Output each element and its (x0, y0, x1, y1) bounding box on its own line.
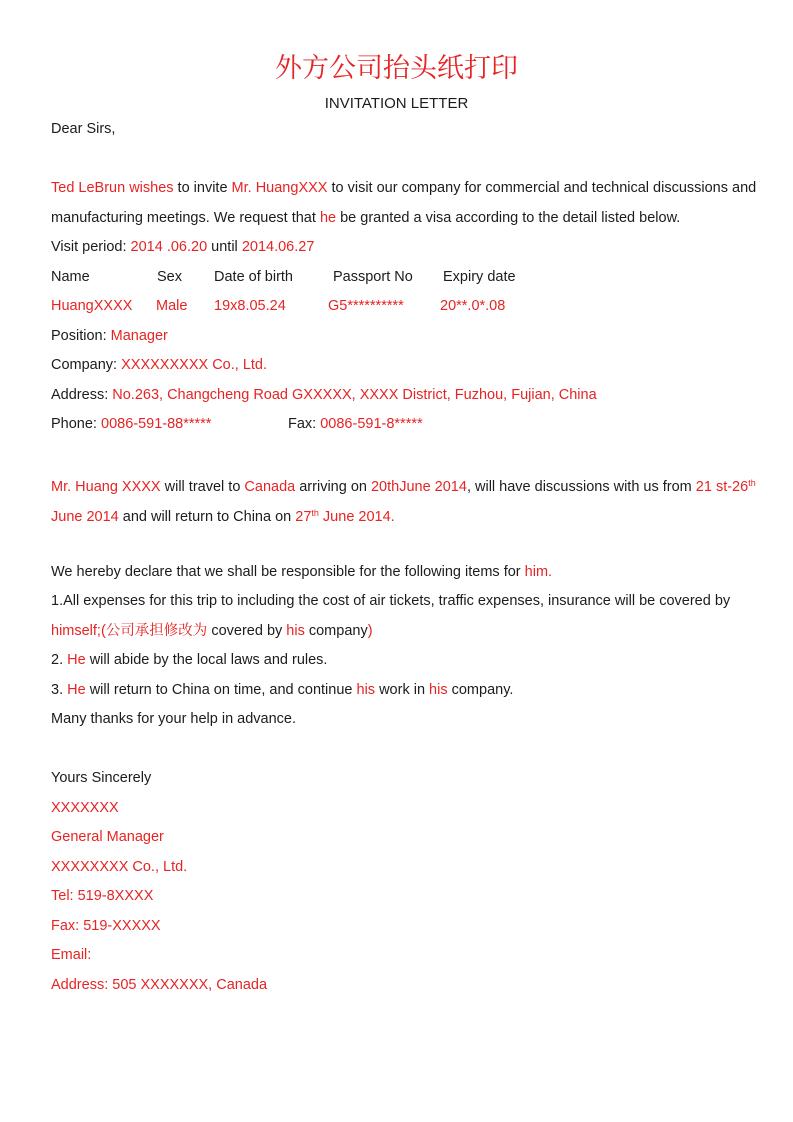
line-chunk (51, 357, 267, 373)
visit-period-line (51, 233, 757, 263)
text-segment: Company: (51, 357, 122, 373)
text-segment: arriving on (295, 479, 371, 495)
company-line (51, 351, 757, 381)
line-chunk (51, 859, 187, 875)
line-chunk (51, 239, 314, 255)
text-segment: will travel to (160, 479, 245, 495)
line-chunk (328, 292, 404, 322)
text-segment: We hereby declare that we shall be responsible for the following items for (51, 563, 525, 580)
travel-line-1 (51, 469, 757, 499)
text-segment: Manager (110, 327, 168, 344)
closing-line (51, 764, 757, 794)
line-chunk (51, 328, 168, 344)
text-segment: 2. (51, 652, 68, 668)
blank-line (51, 528, 757, 558)
line-chunk (51, 682, 513, 698)
blank-line (51, 145, 757, 175)
text-segment: Dear Sirs, (51, 121, 116, 137)
line-chunk (51, 121, 115, 137)
text-segment: 0086-591-88***** (101, 416, 212, 432)
text-segment: manufacturing meetings. We request that (51, 209, 320, 226)
line-chunk (51, 479, 756, 495)
line-chunk (51, 210, 680, 226)
text-segment: 2014.06.27 (241, 239, 315, 255)
signature-address-line (51, 971, 757, 1001)
line-chunk (51, 180, 756, 196)
line-chunk (51, 888, 153, 904)
travel-line-2 (51, 499, 757, 529)
text-segment: He (67, 681, 86, 698)
text-segment: Name (51, 268, 90, 285)
line-chunk (51, 947, 91, 963)
text-segment: , will have discussions with us from (466, 479, 696, 495)
text-segment: Phone: (51, 416, 101, 432)
item-3-line (51, 676, 757, 706)
text-segment: 21 st-26 (695, 479, 749, 495)
line-chunk (51, 416, 211, 432)
line-chunk (51, 593, 730, 609)
line-chunk (157, 263, 182, 293)
item-2-line (51, 646, 757, 676)
item-1-line-2 (51, 617, 757, 647)
line-chunk (214, 292, 286, 322)
page-title: 外方公司抬头纸打印 (275, 53, 518, 84)
signature-fax-line (51, 912, 757, 942)
line-chunk (51, 652, 327, 668)
text-segment: his (356, 681, 376, 698)
text-segment: him. (524, 563, 553, 580)
declare-line (51, 558, 757, 588)
item-1-line-1 (51, 587, 757, 617)
text-segment: Yours Sincerely (51, 770, 152, 786)
text-segment: Date of birth (214, 268, 293, 285)
text-segment: to invite (173, 180, 232, 196)
text-segment: 0086-591-8***** (320, 416, 423, 432)
text-segment: work in (375, 681, 430, 698)
text-segment: HuangXXXX (51, 298, 133, 314)
text-segment: and will return to China on (118, 508, 296, 525)
line-chunk (156, 292, 187, 322)
text-segment: Address: 505 XXXXXXX, Canada (51, 976, 268, 993)
blank-line (51, 735, 757, 765)
letter-body (51, 115, 757, 1000)
text-segment: 20**.0*.08 (440, 298, 506, 314)
line-chunk (51, 564, 552, 580)
text-segment: 27 (295, 508, 312, 525)
text-segment: Tel: 519-8XXXX (51, 888, 154, 904)
text-segment: Mr. HuangXXX (231, 180, 328, 196)
signature-email-line (51, 941, 757, 971)
text-segment: Passport No (333, 268, 413, 285)
line-chunk (288, 410, 423, 440)
text-segment: Expiry date (443, 268, 516, 285)
text-segment: Visit period: (51, 239, 131, 255)
text-segment: until (207, 239, 242, 255)
address-line (51, 381, 757, 411)
line-chunk (51, 829, 164, 845)
text-segment: 19x8.05.24 (214, 298, 286, 314)
text-segment: th (311, 507, 319, 518)
line-chunk (51, 977, 267, 993)
line-chunk (440, 292, 505, 322)
text-segment: Many thanks for your help in advance. (51, 711, 297, 727)
signature-tel-line (51, 882, 757, 912)
line-chunk (51, 509, 395, 525)
intro-line-2 (51, 204, 757, 234)
phone-fax-line (51, 410, 757, 440)
text-segment: Ted LeBrun wishes (51, 180, 174, 196)
text-segment: company. (447, 681, 514, 698)
text-segment: Position: (51, 327, 111, 344)
text-segment: to visit our company for commercial and technical discussions and (327, 180, 757, 196)
text-segment: 1.All expenses for this trip to including the cost of air tickets, traffic expenses, insurance will be covered by (51, 593, 731, 609)
table-header-row (51, 263, 757, 293)
text-segment: will return to China on time, and continue (85, 681, 357, 698)
text-segment: covered by (207, 622, 287, 639)
letter-subtitle: INVITATION LETTER (324, 95, 469, 112)
intro-line-1 (51, 174, 757, 204)
text-segment: June 2014. (318, 508, 395, 525)
text-segment: Fax: (288, 416, 321, 432)
text-segment: 3. (51, 681, 68, 698)
signature-company-line (51, 853, 757, 883)
text-segment: Mr. Huang XXXX (51, 479, 161, 495)
line-chunk (51, 800, 119, 816)
table-value-row (51, 292, 757, 322)
text-segment: Fax: 519-XXXXX (51, 917, 161, 934)
text-segment: Canada (244, 479, 296, 495)
text-segment: XXXXXXXXX Co., Ltd. (121, 357, 268, 373)
text-segment: XXXXXXX (51, 799, 119, 816)
text-segment: XXXXXXXX Co., Ltd. (51, 858, 188, 875)
line-chunk (333, 263, 413, 293)
text-segment: th (748, 478, 756, 488)
line-chunk (51, 387, 597, 403)
line-chunk (443, 263, 516, 293)
text-segment: No.263, Changcheng Road GXXXXX, XXXX District, Fuzhou, Fujian, China (112, 386, 597, 403)
text-segment: Email: (51, 947, 92, 963)
text-segment: 2014 .06.20 (130, 239, 208, 255)
text-segment: June 2014 (51, 508, 119, 525)
text-segment: be granted a visa according to the detail listed below. (336, 209, 681, 226)
text-segment: Address: (51, 386, 113, 403)
text-segment: ) (367, 622, 373, 639)
text-segment: his (429, 681, 448, 698)
text-segment: will abide by the local laws and rules. (85, 652, 328, 668)
text-segment: He (67, 652, 86, 668)
line-chunk (51, 298, 132, 314)
line-chunk (51, 623, 373, 639)
line-chunk (51, 918, 161, 934)
position-line (51, 322, 757, 352)
text-segment: Sex (157, 268, 182, 285)
text-segment: 20thJune 2014 (370, 479, 467, 495)
line-chunk (51, 269, 90, 285)
text-segment: company (304, 622, 368, 639)
signature-name-line (51, 794, 757, 824)
signature-title-line (51, 823, 757, 853)
text-segment: his (286, 622, 305, 639)
text-segment: General Manager (51, 829, 164, 845)
text-segment: himself;(公司承担修改为 (51, 622, 208, 639)
line-chunk (51, 711, 296, 727)
salutation-line (51, 115, 757, 145)
blank-line (51, 440, 757, 470)
text-segment: he (319, 209, 337, 226)
line-chunk (214, 263, 293, 293)
thanks-line (51, 705, 757, 735)
text-segment: G5********** (328, 298, 404, 314)
line-chunk (51, 770, 151, 786)
text-segment: Male (156, 298, 188, 314)
